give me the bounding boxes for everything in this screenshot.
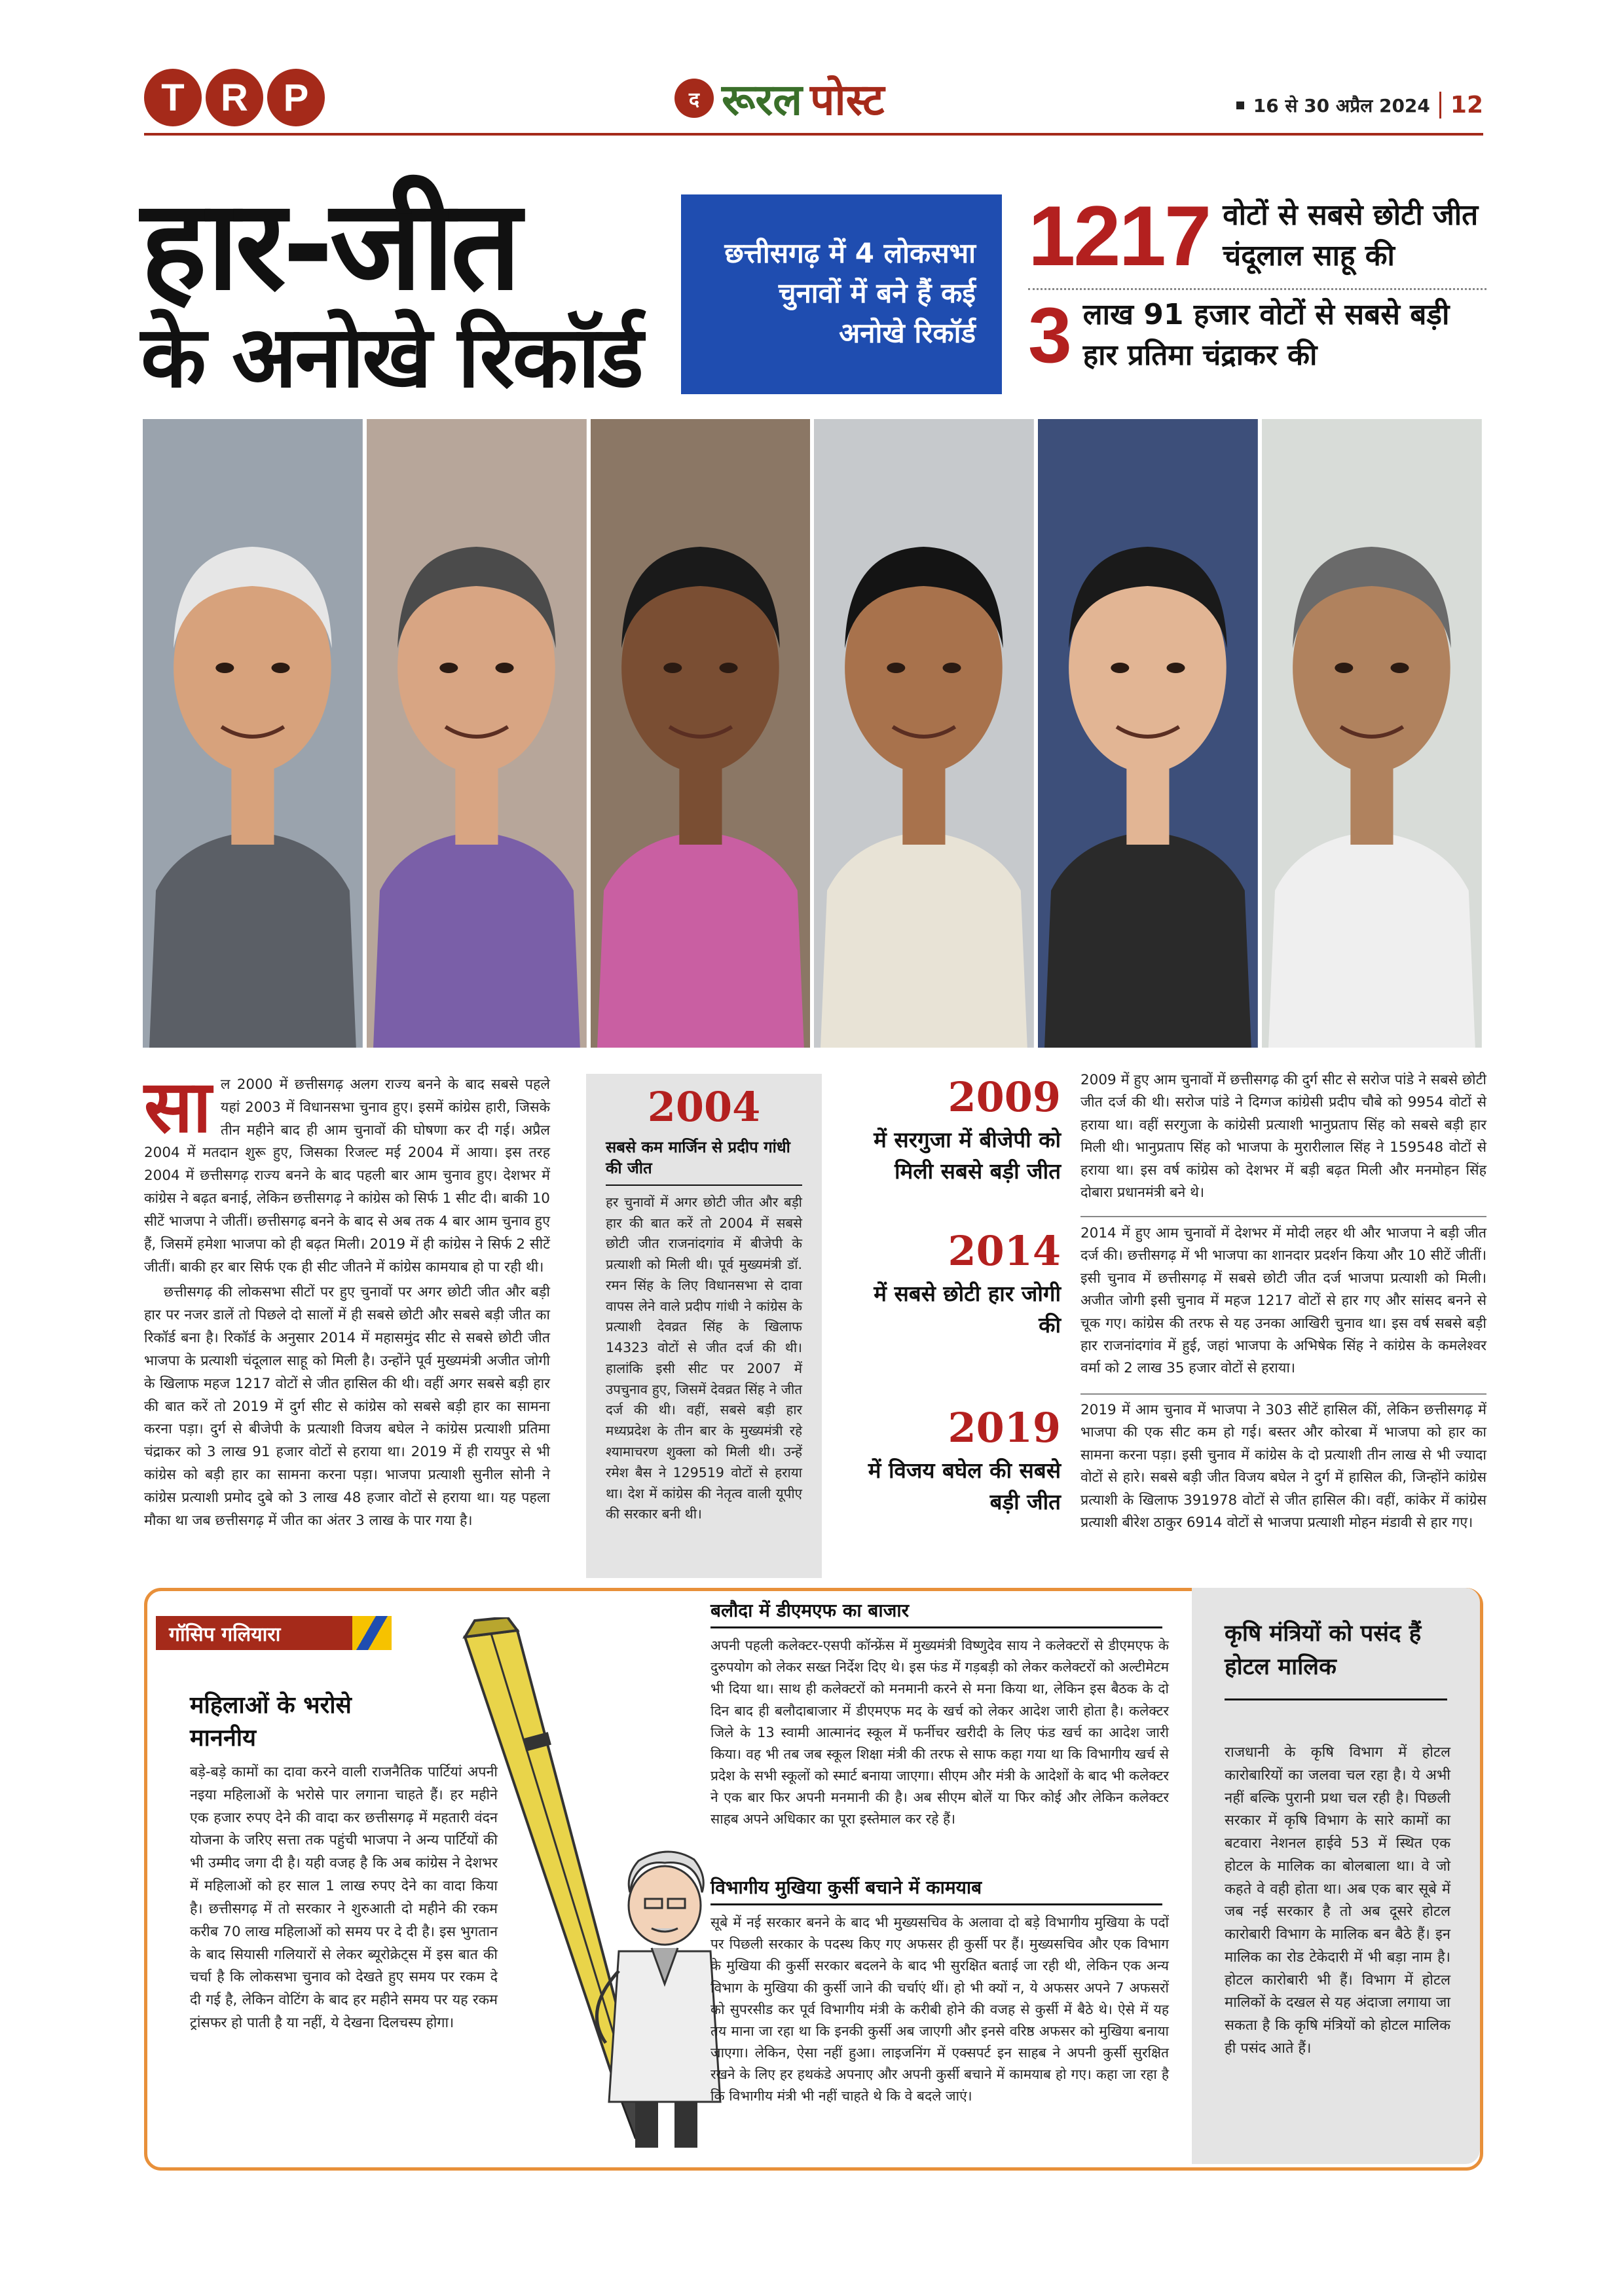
politician-photo-6 bbox=[1262, 419, 1482, 1048]
politician-photo-4 bbox=[814, 419, 1034, 1048]
photo-strip bbox=[143, 419, 1482, 1048]
deck-box: छत्तीसगढ़ में 4 लोकसभा चुनावों में बने हैं कई अनोखे रिकॉर्ड bbox=[681, 194, 1002, 394]
trp-logo-letter: R bbox=[206, 69, 263, 126]
record-text: वोटों से सबसे छोटी जीत चंदूलाल साहू की bbox=[1223, 198, 1479, 272]
year-subtitle: में सरगुजा में बीजेपी को मिली सबसे बड़ी जीत bbox=[874, 1127, 1061, 1184]
dmf-text: अपनी पहली कलेक्टर-एसपी कॉन्फ्रेंस में मुख्यमंत्री विष्णुदेव साय ने कलेक्टरों से डीएमएफ के दुरुपयोग को लेकर सख्त निर्देश दिए थे। इस फंड में गड़बड़ी को लेकर कलेक्टरों को अल्टीमेटम भी दिया था। साथ ही कलेक्टरों को मनमानी करने से मना किया था, लेकिन इस बैठक के दो दिन बाद ही बलौदाबाजार में डीएमएफ मद के खर्च को लेकर आदेश जारी होता है। कलेक्टर जिले के 13 स्वामी आत्मानंद स्कूल में फर्नीचर खरीदी के लिए फंड खर्च का आदेश जारी किया। वह भी तब जब स्कूल शिक्षा मंत्री की तरफ से साफ कहा गया था कि विभागीय खर्च से प्रदेश के सभी स्कूलों को स्मार्ट बनाया जाएगा। सीएम और मंत्री के आदेशों के बाद भी कलेक्टर ने एक बार फिर अपनी मनमानी की है। अब सीएम बोलें या फिर कोई और लेकिन कलेक्टर साहब अपने अधिकार का पूरा इस्तेमाल कर रहे हैं। bbox=[710, 1638, 1169, 1827]
year-2004-title: 2004 bbox=[647, 1083, 761, 1131]
page-header bbox=[144, 62, 1483, 134]
year-2014-text: 2014 में हुए आम चुनावों में देशभर में मोदी लहर थी और भाजपा ने बड़ी जीत दर्ज की। छत्तीसगढ़ में भी भाजपा का शानदार प्रदर्शन किया और 10 सीटें जीतीं। इसी चुनाव में छत्तीसगढ़ में सबसे छोटी जीत दर्ज भाजपा प्रत्याशी को मिली। अजीत जोगी इसी चुनाव में महज 1217 वोटों से हार गए और सांसद बनने से चूक गए। कांग्रेस की तरफ से यह उनका आखिरी चुनाव था। इस वर्ष सबसे बड़ी हार राजनांदगांव में हुई, जहां भाजपा के अभिषेक सिंह ने कांग्रेस के कमलेश्वर वर्मा को 2 लाख 35 हजार वोटों से हराया। bbox=[1080, 1225, 1486, 1377]
year-title: 2019 bbox=[948, 1404, 1061, 1452]
gossip-tag-stripe bbox=[352, 1616, 392, 1650]
year-2009-text: 2009 में हुए आम चुनावों में छत्तीसगढ़ की दुर्ग सीट से सरोज पांडे ने सबसे छोटी जीत दर्ज की थी। सरोज पांडे ने दिग्गज कांग्रेसी प्रदीप चौबे को 9954 वोटों से हराया था। वहीं सरगुजा के कांग्रेसी प्रत्याशी भानुप्रताप सिंह को सबसे बड़ी हार मिली थी। भानुप्रताप सिंह को भाजपा के मुरारीलाल सिंह ने 159548 वोटों से हराया था। इस वर्ष कांग्रेस को देशभर में बड़ी बढ़त मिली और मनमोहन सिंह दोबारा प्रधानमंत्री बने थे। bbox=[1080, 1072, 1486, 1201]
trp-logo-letter: T bbox=[144, 69, 202, 126]
headline bbox=[141, 173, 652, 407]
gossip-tag: गॉसिप गलियारा bbox=[156, 1616, 352, 1650]
year-title: 2009 bbox=[948, 1073, 1061, 1121]
masthead bbox=[674, 69, 885, 128]
drop-cap: सा bbox=[144, 1065, 212, 1148]
year-2004-text: हर चुनावों में अगर छोटी जीत और बड़ी हार की बात करें तो 2004 में सबसे छोटी जीत राजनांदगांव में बीजेपी के प्रत्याशी को मिली थी। पूर्व मुख्यमंत्री डॉ. रमन सिंह के लिए विधानसभा से दावा वापस लेने वाले प्रदीप गांधी ने कांग्रेस के प्रत्याशी देवव्रत सिंह के खिलाफ 14323 वोटों से जीत दर्ज की थी। हालांकि इसी सीट पर 2007 में उपचुनाव हुए, जिसमें देवव्रत सिंह ने जीत दर्ज की थी। वहीं, सबसे बड़ी हार मध्यप्रदेश के तीन बार के मुख्यमंत्री रहे श्यामाचरण शुक्ला को मिली थी। उन्हें रमेश बैस ने 129519 वोटों से हराया था। देश में कांग्रेस की नेतृत्व वाली यूपीए की सरकार बनी थी। bbox=[606, 1194, 802, 1522]
women-heading: महिलाओं के भरोसे माननीय bbox=[190, 1692, 352, 1752]
politician-photo-3 bbox=[591, 419, 811, 1048]
issue-date: 16 से 30 अप्रैल 2024 bbox=[1253, 94, 1430, 117]
issue-info bbox=[1236, 92, 1483, 119]
intro-article bbox=[144, 1065, 550, 1535]
dmf-heading: बलौदा में डीएमएफ का बाजार bbox=[710, 1598, 1162, 1628]
women-text: बड़े-बड़े कामों का दावा करने वाली राजनैतिक पार्टियां अपनी नइया महिलाओं के भरोसे पार लगाना चाहते हैं। हर महीने एक हजार रुपए देने की वादा कर छत्तीसगढ़ में महतारी वंदन योजना के जरिए सत्ता तक पहुंची भाजपा ने अन्य पार्टियों की भी उम्मीद जगा दी है। यही वजह है कि अब कांग्रेस ने देशभर में महिलाओं को हर साल 1 लाख रुपए देने का वादा किया है। छत्तीसगढ़ में तो सरकार ने शुरुआती दो महीने की रकम करीब 70 लाख महिलाओं को समय पर दे दी है। इस भुगतान के बाद सियासी गलियारों से लेकर ब्यूरोक्रेट्स में इस बात की चर्चा है कि लोकसभा चुनाव को देखते हुए समय पर रकम दे दी गई है, लेकिन वोटिंग के बाद हर महीने समय पर यह रकम ट्रांसफर हो पाती है या नहीं, ये देखना दिलचस्प होगा। bbox=[190, 1764, 498, 2032]
masthead-rural: रूरल bbox=[722, 74, 803, 125]
page-number: 12 bbox=[1439, 92, 1483, 119]
year-title: 2014 bbox=[948, 1227, 1061, 1275]
header-divider bbox=[144, 133, 1483, 136]
record-biggest-loss bbox=[1028, 291, 1486, 379]
masthead-post: पोस्ट bbox=[810, 74, 885, 125]
dept-heading: विभागीय मुखिया कुर्सी बचाने में कामयाब bbox=[710, 1875, 1162, 1905]
year-2004-box bbox=[586, 1074, 822, 1578]
trp-logo-letter: P bbox=[267, 69, 325, 126]
intro-paragraph-1 bbox=[144, 1065, 550, 1279]
man-figure bbox=[597, 1852, 720, 2148]
year-divider bbox=[1080, 1393, 1486, 1395]
headline-line-1: हार-जीत bbox=[141, 173, 518, 318]
intro-text-1: ल 2000 में छत्तीसगढ़ अलग राज्य बनने के बाद सबसे पहले यहां 2003 में विधानसभा चुनाव हुए। इसमें कांग्रेस हारी, जिसके तीन महीने बाद ही आम चुनावों की घोषणा कर दी गई। अप्रैल 2004 में मतदान शुरू हुए, जिसका रिजल्ट मई 2004 में आया। इस तरह 2004 में छत्तीसगढ़ राज्य बनने के बाद पहली बार आम चुनाव हुए। देशभर में कांग्रेस ने बढ़त बनाई, लेकिन छत्तीसगढ़ ने कांग्रेस को सिर्फ 1 सीट दी। बाकी 10 सीटें भाजपा ने जीतीं। छत्तीसगढ़ बनने के बाद से अब तक 4 बार आम चुनाव हुए हैं, जिसमें हमेशा भाजपा को ही बढ़त मिली। 2019 में ही कांग्रेस ने सिर्फ 2 सीटें जीतीं। बाकी हर बार सिर्फ एक ही सीट जीतने में कांग्रेस कामयाब हो पा रही थी। bbox=[144, 1076, 550, 1276]
year-2009-heading bbox=[845, 1073, 1061, 1187]
politician-photo-5 bbox=[1038, 419, 1258, 1048]
year-2019-heading bbox=[845, 1404, 1061, 1518]
year-divider bbox=[1080, 1216, 1486, 1217]
dept-text: सूबे में नई सरकार बनने के बाद भी मुख्यसचिव के अलावा दो बड़े विभागीय मुखिया के पदों पर पिछली सरकार के पदस्थ किए गए अफसर ही कुर्सी पर हैं। मुख्यसचिव और एक विभाग के मुखिया की कुर्सी सरकार बदलने के बाद भी सुरक्षित बताई जा रही थी, लेकिन एक अन्य विभाग के मुखिया की कुर्सी जाने की चर्चाएं थीं। हो भी क्यों न, ये अफसर अपने 7 अफसरों को सुपरसीड कर पूर्व विभागीय मंत्री के करीबी होने की वजह से कुर्सी में बैठे थे। ऐसे में यह तय माना जा रहा था कि इनकी कुर्सी अब जाएगी और इनसे वरिष्ठ अफसर को मुखिया बनाया जाएगा। लेकिन, ऐसा नहीं हुआ। लाइजनिंग में एक्सपर्ट इन साहब ने अपनी कुर्सी सुरक्षित रखने के लिए हर हथकंडे अपनाए और अपनी कुर्सी बचाने में कामयाब हो गए। कहा जा रहा है कि विभागीय मंत्री भी नहीं चाहते थे कि वे बदले जाएं। bbox=[710, 1915, 1169, 2104]
year-subtitle: में विजय बघेल की सबसे बड़ी जीत bbox=[868, 1458, 1061, 1515]
record-text: लाख 91 हजार वोटों से सबसे बड़ी हार प्रतिमा चंद्राकर की bbox=[1082, 298, 1450, 372]
year-2014-heading bbox=[845, 1227, 1061, 1341]
masthead-mark: द bbox=[674, 79, 714, 118]
cartoon-illustration bbox=[419, 1617, 727, 2161]
politician-photo-2 bbox=[367, 419, 587, 1048]
record-smallest-win bbox=[1028, 188, 1486, 284]
year-subtitle: में सबसे छोटी हार जोगी की bbox=[874, 1281, 1061, 1338]
intro-paragraph-2: छत्तीसगढ़ की लोकसभा सीटों पर हुए चुनावों पर अगर छोटी जीत और बड़ी हार पर नजर डालें तो पिछले दो सालों में ही सबसे छोटी और सबसे बड़ी जीत का रिकॉर्ड बना है। रिकॉर्ड के अनुसार 2014 में महासमुंद सीट से सबसे छोटी जीत भाजपा के प्रत्याशी चंदूलाल साहू को मिली है। उन्होंने पूर्व मुख्यमंत्री अजीत जोगी के खिलाफ महज 1217 वोटों से जीत हासिल की थी। वहीं अगर सबसे बड़ी हार की बात करें तो 2019 में दुर्ग सीट से कांग्रेस को सबसे बड़ी हार का सामना करना पड़ा। दुर्ग से बीजेपी के प्रत्याशी विजय बघेल ने कांग्रेस प्रत्याशी प्रतिमा चंद्राकर को 3 लाख 91 हजार वोटों से हराया था। 2019 में ही रायपुर से भी कांग्रेस को बड़ी हार का सामना करना पड़ा। भाजपा प्रत्याशी सुनील सोनी ने कांग्रेस प्रत्याशी प्रमोद दुबे को 3 लाख 48 हजार वोटों से हराया था। यह पहला मौका था जब छत्तीसगढ़ में जीत का अंतर 3 लाख के पार गया है। bbox=[144, 1284, 550, 1529]
trp-logo bbox=[144, 69, 325, 128]
year-2004-subtitle: सबसे कम मार्जिन से प्रदीप गांधी की जीत bbox=[606, 1137, 802, 1186]
record-number: 3 bbox=[1028, 291, 1070, 379]
headline-line-2: के अनोखे रिकॉर्ड bbox=[141, 307, 642, 407]
record-number: 1217 bbox=[1028, 188, 1210, 284]
bullet-square-icon bbox=[1236, 101, 1244, 109]
year-2019-text: 2019 में आम चुनाव में भाजपा ने 303 सीटें हासिल कीं, लेकिन छत्तीसगढ़ में भाजपा की एक सीट कम हो गई। बस्तर और कोरबा में भाजपा को हार का सामना करना पड़ा। इसी चुनाव में कांग्रेस के दो प्रत्याशी तीन लाख से भी ज्यादा वोटों से हारे। सबसे बड़ी जीत विजय बघेल ने दुर्ग में हासिल की, जिन्होंने कांग्रेस प्रत्याशी के खिलाफ 391978 वोटों से जीत हासिल की। वहीं, कांकेर में कांग्रेस प्रत्याशी बीरेश ठाकुर 6914 वोटों से भाजपा प्रत्याशी मोहन मंडावी से हार गए। bbox=[1080, 1402, 1486, 1531]
hotel-heading: कृषि मंत्रियों को पसंद हैं होटल मालिक bbox=[1225, 1617, 1447, 1700]
politician-photo-1 bbox=[143, 419, 363, 1048]
record-divider bbox=[1028, 288, 1486, 290]
hotel-text: राजधानी के कृषि विभाग में होटल कारोबारियों का जलवा चल रहा है। ये अभी नहीं बल्कि पुरानी प्रथा चल रही है। पिछली सरकार में कृषि विभाग के सारे कामों का बटवारा नेशनल हाईवे 53 में स्थित एक होटल के मालिक का बोलबाला था। वे जो कहते वे वही होता था। अब एक बार सूबे में जब नई सरकार है तो अब दूसरे होटल कारोबारी विभाग के मालिक बन बैठे हैं। इन मालिक का रोड टेकेदारी में भी बड़ा नाम है। होटल कारोबारी भी हैं। विभाग में होटल मालिकों के दखल से यह अंदाजा लगाया जा सकता है कि कृषि मंत्रियों को होटल मालिक ही पसंद आते हैं। bbox=[1225, 1744, 1450, 2057]
